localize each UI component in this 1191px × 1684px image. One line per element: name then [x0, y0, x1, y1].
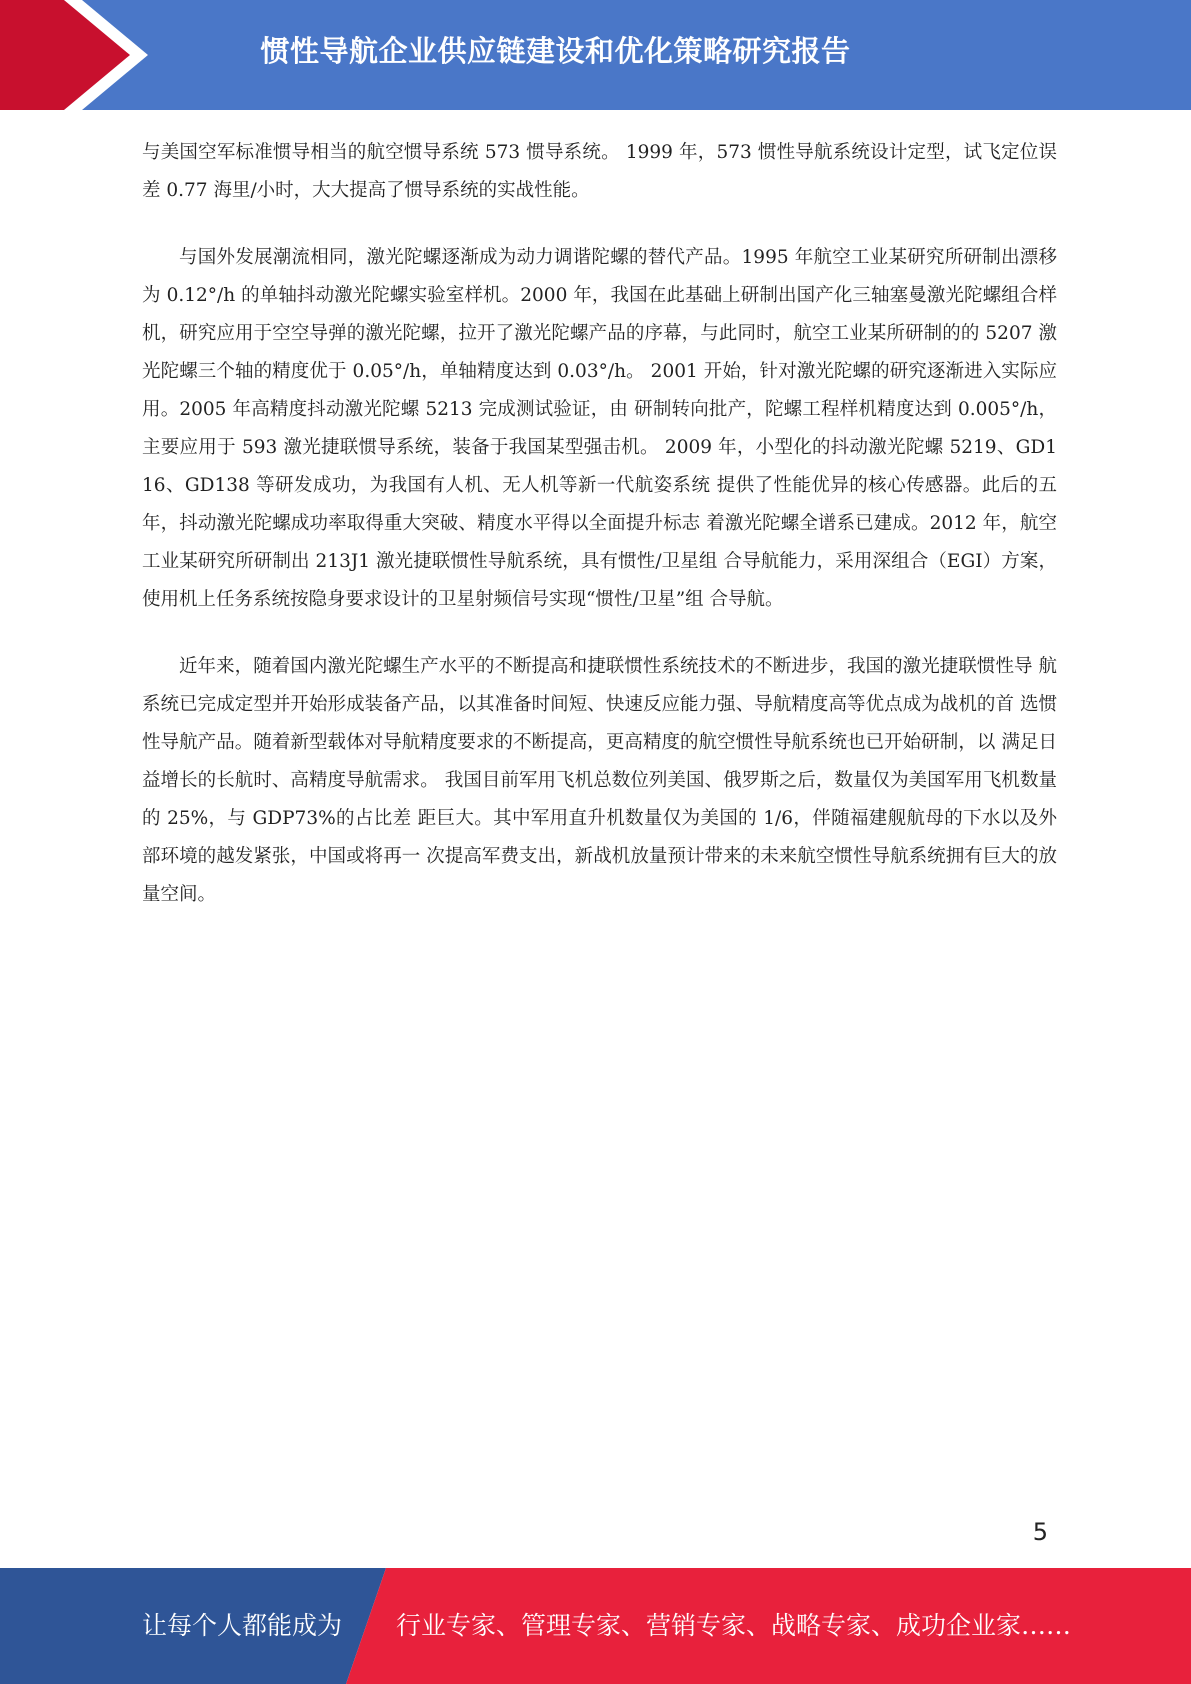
- report-title: 惯性导航企业供应链建设和优化策略研究报告: [260, 34, 851, 68]
- paragraph-3: 近年来，随着国内激光陀螺生产水平的不断提高和捷联惯性系统技术的不断进步，我国的激光捷联惯性导 航系统已完成定型并开始形成装备产品，以其准备时间短、快速反应能力强、导航精度高等优点成为战机的首 选惯性导航产品。随着新型载体对导航精度要求的不断提高，更高精度的航空惯性导航系统也已开始研制，以 满足日益增长的长航时、高精度导航需求。 我国目前军用飞机总数位列美国、俄罗斯之后，数量仅为美国军用飞机数量的 25%，与 GDP73%的占比差 距巨大。其中军用直升机数量仅为美国的 1/6，伴随福建舰航母的下水以及外部环境的越发紧张，中国或将再一 次提高军费支出，新战机放量预计带来的未来航空惯性导航系统拥有巨大的放量空间。: [142, 656, 1057, 905]
- header-band: [0, 0, 1191, 110]
- footer-band: [0, 1568, 1191, 1684]
- page-number: 5: [1032, 1518, 1048, 1546]
- footer-slogan-left: 让每个人都能成为: [142, 1611, 343, 1640]
- paragraph-1: 与美国空军标准惯导相当的航空惯导系统 573 惯导系统。 1999 年，573 惯性导航系统设计定型，试飞定位误差 0.77 海里/小时，大大提高了惯导系统的实战性能。: [142, 142, 1057, 201]
- header-arrow-decoration: [0, 0, 150, 110]
- footer-slogan-right: 行业专家、管理专家、营销专家、战略专家、成功企业家……: [396, 1611, 1072, 1640]
- document-body: [142, 134, 1057, 943]
- paragraph-2: 与国外发展潮流相同，激光陀螺逐渐成为动力调谐陀螺的替代产品。1995 年航空工业某研究所研制出漂移 为 0.12°/h 的单轴抖动激光陀螺实验室样机。2000 年，我国在此基础上研制出国产化三轴塞曼激光陀螺组合样 机，研究应用于空空导弹的激光陀螺，拉开了激光陀螺产品的序幕，与此同时，航空工业某所研制的的 5207 激 光陀螺三个轴的精度优于 0.05°/h，单轴精度达到 0.03°/h。 2001 开始，针对激光陀螺的研究逐渐进入实际应用。2005 年高精度抖动激光陀螺 5213 完成测试验证，由 研制转向批产，陀螺工程样机精度达到 0.005°/h，主要应用于 593 激光捷联惯导系统，装备于我国某型强击机。 2009 年，小型化的抖动激光陀螺 5219、GD116、GD138 等研发成功，为我国有人机、无人机等新一代航姿系统 提供了性能优异的核心传感器。此后的五年，抖动激光陀螺成功率取得重大突破、精度水平得以全面提升标志 着激光陀螺全谱系已建成。2012 年，航空工业某研究所研制出 213J1 激光捷联惯性导航系统，具有惯性/卫星组 合导航能力，采用深组合（EGI）方案，使用机上任务系统按隐身要求设计的卫星射频信号实现“惯性/卫星”组 合导航。: [142, 247, 1057, 610]
